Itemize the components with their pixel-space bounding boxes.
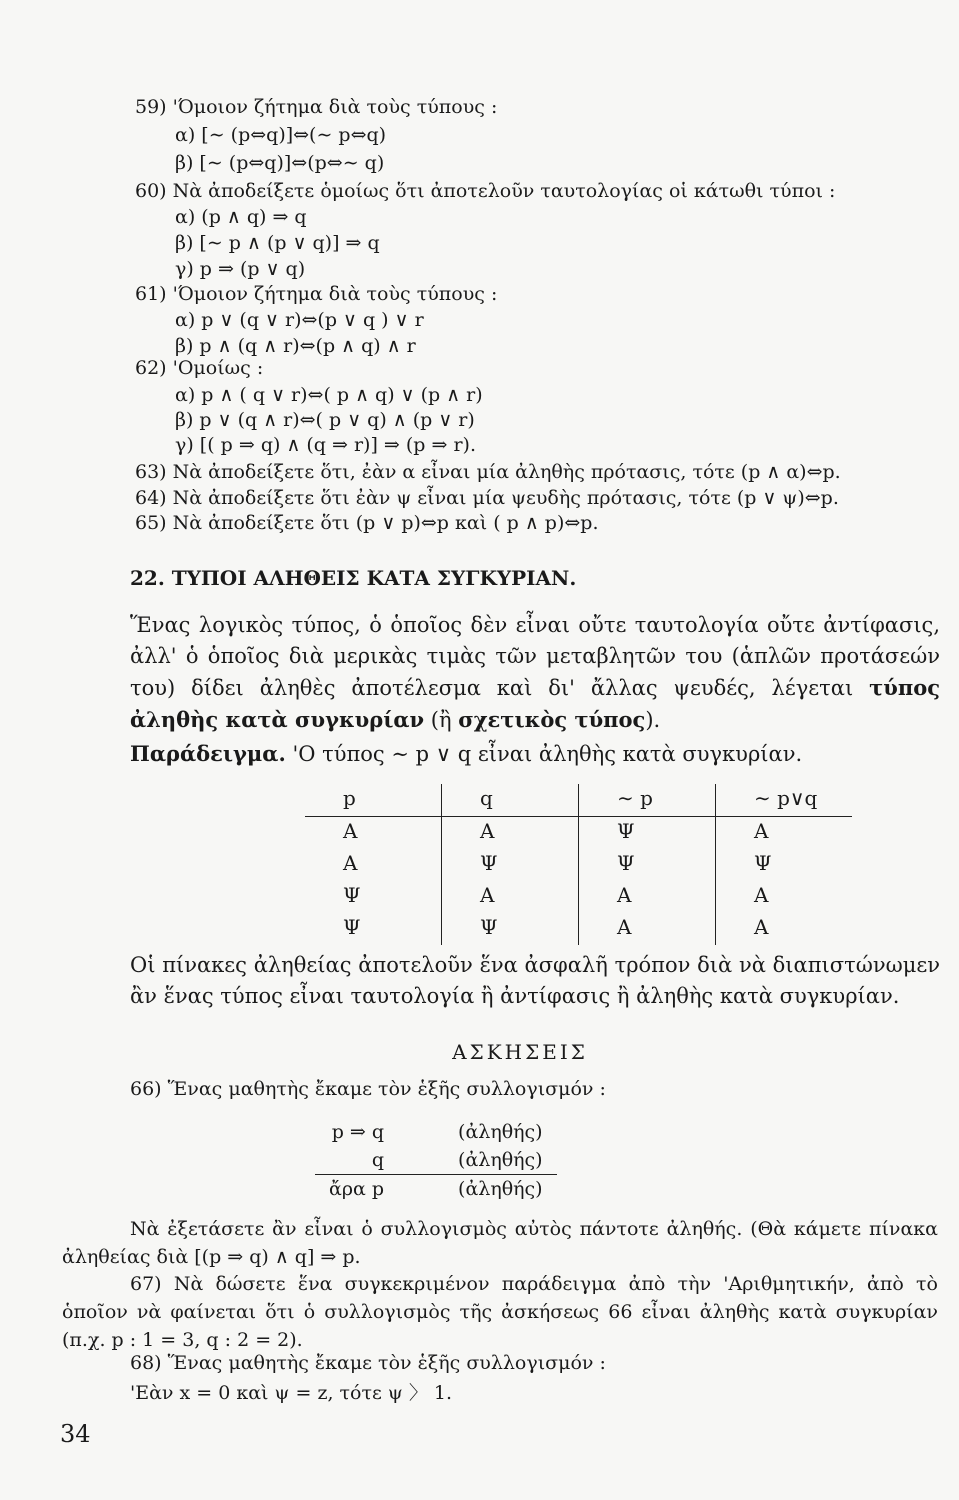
syllogism-value: (ἀληθής)	[398, 1175, 557, 1204]
exercise-59-a: α) [∼ (p⇔q)]⇔(∼ p⇔q)	[175, 124, 387, 146]
syllogism-statement: p ⇒ q	[331, 1121, 385, 1143]
table-cell: Ψ	[579, 849, 716, 881]
table-row	[305, 817, 852, 850]
exercise-61: 61) 'Όμοιον ζήτημα διὰ τοὺς τύπους :	[135, 283, 498, 305]
table-cell: Α	[343, 851, 358, 875]
exercise-66-intro: 66) Ἕνας μαθητὴς ἔκαμε τὸν ἑξῆς συλλογισμόν :	[130, 1078, 606, 1100]
intro-text-3: ).	[645, 708, 661, 732]
header-not-p: ∼ p	[579, 784, 716, 817]
table-cell: Α	[579, 881, 716, 913]
exercise-68-statement: 'Εὰν x = 0 καὶ ψ = z, τότε ψ 〉 1.	[130, 1382, 452, 1404]
exercise-60: 60) Νὰ ἀποδείξετε ὁμοίως ὅτι ἀποτελοῦν ταυτολογίας οἱ κάτωθι τύποι :	[135, 180, 836, 202]
exercise-67: 67) Νὰ δώσετε ἕνα συγκεκριμένον παράδειγμα ἀπὸ τὴν 'Αριθμητικήν, ἀπὸ τὸ ὁποῖον νὰ φαίνεται ὅτι ὁ συλλογισμὸς τῆς ἀσκήσεως 66 εἶναι ἀληθὴς κατὰ συγκυρίαν (π.χ. p : 1 = 3, q : 2 = 2).	[62, 1273, 938, 1351]
exercise-62-a: α) p ∧ ( q ∨ r)⇔( p ∧ q) ∨ (p ∧ r)	[175, 384, 483, 406]
table-cell: Α	[716, 913, 853, 945]
exercise-66-task: Νὰ ἐξετάσετε ἂν εἶναι ὁ συλλογισμὸς αὐτὸς πάντοτε ἀληθής. (Θὰ κάμετε πίνακα ἀληθείας διὰ [(p ⇒ q) ∧ q] ⇒ p.	[62, 1218, 938, 1268]
example-line	[130, 738, 940, 770]
example-text: 'Ο τύπος ∼ p ∨ q εἶναι ἀληθὴς κατὰ συγκυρίαν.	[285, 742, 803, 766]
table-cell: Α	[442, 817, 579, 850]
exercise-65: 65) Νὰ ἀποδείξετε ὅτι (p ∨ p)⇔p καὶ ( p ∧ p)⇔p.	[135, 512, 599, 534]
intro-text-1: Ἕνας λογικὸς τύπος, ὁ ὁποῖος δὲν εἶναι οὔτε ταυτολογία οὔτε ἀντίφασις, ἀλλ' ὁ ὁποῖος διὰ μερικὰς τιμὰς τῶν μεταβλητῶν του (ἁπλῶν προτάσεών του) δίδει ἀληθὲς ἀποτέλεσμα καὶ δι' ἄλλας ψευδές, λέγεται	[130, 613, 940, 700]
exercise-59-b: β) [∼ (p⇔q)]⇔(p⇔∼ q)	[175, 152, 385, 174]
header-not-p-or-q: ∼ p∨q	[716, 784, 853, 817]
table-cell: Α	[716, 881, 853, 913]
table-cell: Ψ	[442, 849, 579, 881]
syllogism-row	[315, 1146, 557, 1175]
truth-table	[305, 784, 852, 945]
table-row	[305, 913, 852, 945]
exercise-60-c: γ) p ⇒ (p ∨ q)	[175, 258, 306, 280]
exercise-68-intro: 68) Ἕνας μαθητὴς ἔκαμε τὸν ἑξῆς συλλογισμόν :	[130, 1352, 606, 1374]
table-row	[305, 849, 852, 881]
table-cell: Ψ	[442, 913, 579, 945]
exercise-62-c: γ) [( p ⇒ q) ∧ (q ⇒ r)] ⇒ (p ⇒ r).	[175, 434, 476, 456]
intro-bold-term: τύπος ἀληθὴς κατὰ συγκυρίαν	[130, 675, 940, 732]
intro-text-2: (ἢ	[424, 708, 459, 732]
table-cell: Ψ	[579, 817, 716, 850]
table-cell: Α	[442, 881, 579, 913]
table-cell: Ψ	[343, 883, 361, 907]
syllogism-statement: q	[371, 1149, 385, 1171]
truth-table-header	[305, 784, 852, 817]
syllogism-conclusion: ἄρα p	[315, 1175, 398, 1204]
table-cell: Ψ	[716, 849, 853, 881]
exercise-62: 62) 'Ομοίως :	[135, 357, 264, 379]
syllogism-row	[315, 1118, 557, 1146]
exercise-60-a: α) (p ∧ q) ⇒ q	[175, 206, 307, 228]
section-heading: 22. ΤΥΠΟΙ ΑΛΗΘΕΙΣ ΚΑΤΑ ΣΥΓΚΥΡΙΑΝ.	[130, 566, 577, 590]
exercise-64: 64) Νὰ ἀποδείξετε ὅτι ἐὰν ψ εἶναι μία ψευδὴς πρότασις, τότε (p ∨ ψ)⇔p.	[135, 487, 839, 509]
exercises-title: ΑΣΚΗΣΕΙΣ	[452, 1040, 588, 1064]
intro-paragraph	[130, 610, 940, 736]
syllogism-value: (ἀληθής)	[458, 1121, 543, 1143]
page-number: 34	[60, 1420, 91, 1448]
intro-bold-term-2: σχετικὸς τύπος	[458, 707, 646, 732]
table-cell: Α	[579, 913, 716, 945]
header-q: q	[442, 784, 579, 817]
exercise-60-b: β) [∼ p ∧ (p ∨ q)] ⇒ q	[175, 232, 380, 254]
exercise-63: 63) Νὰ ἀποδείξετε ὅτι, ἐὰν α εἶναι μία ἀληθὴς πρότασις, τότε (p ∧ α)⇔p.	[135, 461, 841, 483]
table-cell: Α	[343, 819, 358, 843]
syllogism-row	[315, 1175, 557, 1204]
exercise-62-b: β) p ∨ (q ∧ r)⇔( p ∨ q) ∧ (p ∨ r)	[175, 409, 475, 431]
table-cell: Α	[716, 817, 853, 850]
table-row	[305, 881, 852, 913]
table-cell: Ψ	[343, 915, 361, 939]
header-p: p	[305, 784, 442, 817]
example-label: Παράδειγμα.	[130, 741, 286, 766]
closing-paragraph: Οἱ πίνακες ἀληθείας ἀποτελοῦν ἕνα ἀσφαλῆ τρόπον διὰ νὰ διαπιστώνωμεν ἂν ἕνας τύπος εἶναι ταυτολογία ἢ ἀντίφασις ἢ ἀληθὴς κατὰ συγκυρίαν.	[130, 953, 940, 1008]
exercise-59: 59) 'Όμοιον ζήτημα διὰ τοὺς τύπους :	[135, 96, 498, 118]
syllogism-value: (ἀληθής)	[458, 1149, 543, 1171]
exercise-61-a: α) p ∨ (q ∨ r)⇔(p ∨ q ) ∨ r	[175, 309, 424, 331]
syllogism-table	[315, 1118, 557, 1203]
exercise-61-b: β) p ∧ (q ∧ r)⇔(p ∧ q) ∧ r	[175, 335, 416, 357]
